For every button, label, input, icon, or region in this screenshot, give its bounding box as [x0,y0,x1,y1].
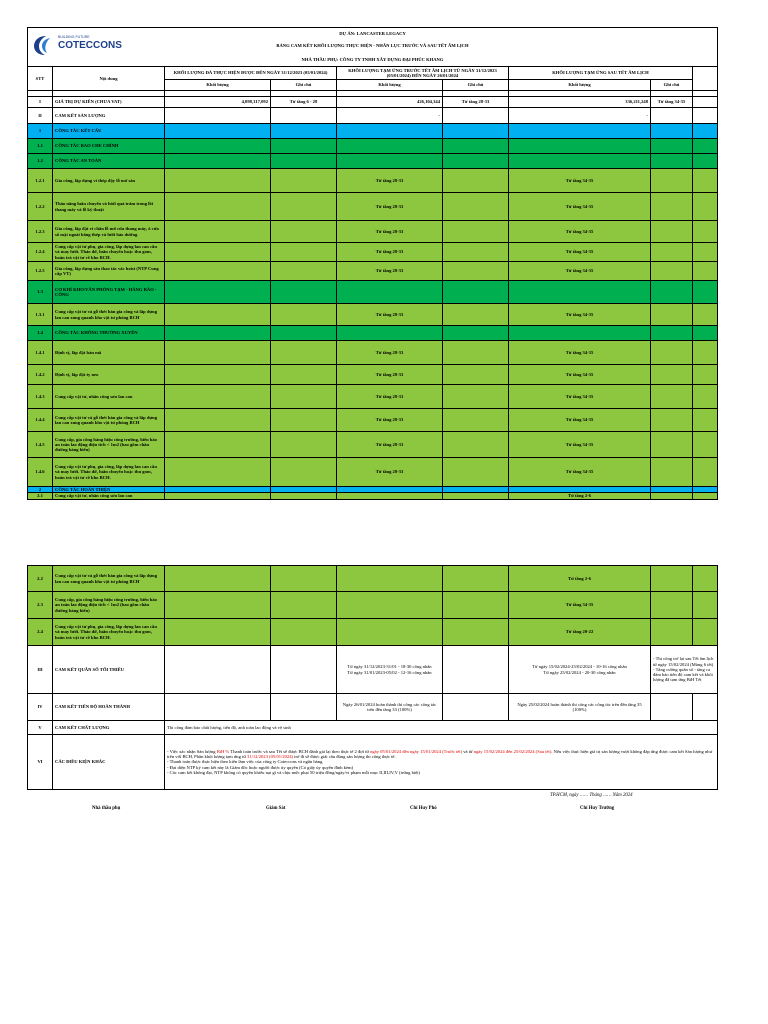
cell-n2 [443,365,509,385]
commit-manpower-before: Từ ngày 31/12/2023-31/01 - 18-30 công nhân Từ ngày 31/01/2023-05/02 - 12-16 công nhân [337,646,443,694]
cell-v2 [337,124,443,139]
cell-extra [693,458,718,487]
cell-n1 [271,108,337,124]
cell-n3 [651,432,693,458]
col-note-1: Ghi chú [271,80,337,91]
table-row [28,124,718,139]
cell-content: CƠ KHÍ KHO/VĂN PHÒNG TẠM - HÀNG RÀO - CỔNG [53,281,165,304]
table-row [28,341,718,365]
cell-v2: - [337,108,443,124]
cell-v1 [165,432,271,458]
commitment-table-part2 [27,565,718,790]
cell-n3 [651,458,693,487]
cell-v1 [165,409,271,432]
cell-v2: Từ tầng 28-33 [337,169,443,193]
table-row [28,566,718,592]
table-row [28,458,718,487]
cell-v1 [165,458,271,487]
cell-extra [693,341,718,365]
cell-empty [693,619,718,646]
cell-n1: Từ tầng 6 - 28 [271,97,337,108]
cell-v3: Từ tầng 2-6 [509,493,651,499]
cell-empty [165,592,271,619]
cell-stt: 1.2.2 [28,193,53,221]
cell-v3: Từ tầng 34-35 [509,592,651,619]
cell-n3 [651,262,693,281]
commit-manpower-note: - Thi công trở lại sau Tết âm lịch từ ngày 15/02/2024 (Mùng 6 tết) - Tăng cường quân số - tăng ca đảm bảo tiến độ cam kết và khối lượng đã tạm ứng BiH Tết [651,646,718,694]
cell-extra [693,262,718,281]
cell-n3 [651,341,693,365]
cell-n1 [271,365,337,385]
cell-v3: Từ tầng 34-35 [509,243,651,262]
cell-v3 [509,326,651,341]
cell-stt: 2.4 [28,619,53,646]
cell-content: Gia công, lắp dựng sàn thao tác vác hoist (NTP Cung cấp VT) [53,262,165,281]
cell-v3 [509,139,651,154]
cell-v3 [509,281,651,304]
cell-v2: 426,104,344 [337,97,443,108]
table-row [28,592,718,619]
cell-content: Cung cấp vật tư phụ, gia công, lắp dựng lan can cầu và may lưới. Tháo dỡ, luân chuyển hoặc thu gom, hoàn trả vật tư về kho BCH. [53,619,165,646]
cell-empty [271,566,337,592]
cell-stt: 1.2.5 [28,262,53,281]
cell-v1 [165,124,271,139]
table-row [28,243,718,262]
cell-stt: 2.3 [28,592,53,619]
cell-extra [693,326,718,341]
cell-n1 [271,385,337,409]
col-kl-2: Khối lượng [337,80,443,91]
cell-stt: 1.4.5 [28,432,53,458]
table-row [28,262,718,281]
cell-v2: Từ tầng 28-33 [337,385,443,409]
cell-extra [693,385,718,409]
sign-supervisor: Giám Sát [266,806,286,811]
cell-n2 [443,385,509,409]
table-body-2 [28,566,718,646]
cell-n2 [443,341,509,365]
cell-content: Định vị, lắp đặt bản mã [53,341,165,365]
cell-content: CÔNG TÁC AN TOÀN [53,154,165,169]
cell-empty [337,566,443,592]
cell-v3: Từ tầng 34-35 [509,262,651,281]
cell-v3: Từ tầng 2-6 [509,566,651,592]
cell-content: CÔNG TÁC BAO CHE CHÍNH [53,139,165,154]
cell-n3 [651,169,693,193]
table-row [28,139,718,154]
table-body-1 [28,97,718,500]
commit-progress-before: Ngày 26/01/2024 hoàn thành thi công các công tác trên đến tầng 33 (100%) [337,694,443,721]
cell-extra [693,365,718,385]
cell-n2 [443,243,509,262]
col-group-done: KHỐI LƯỢNG ĐÃ THỰC HIỆN ĐƯỢC ĐẾN NGÀY 31/12/2023 (05/01/2024) [165,67,337,80]
cell-empty [337,592,443,619]
condition-line-1: - Việc xác nhận Sản lượng BiH % Thanh toán trước và sau Tết sẽ được BCH đánh giá lại theo thực tế 2 đợt từ ngày 05/01/2024 đến ngày 15/01/2024 (Trước tết) và từ ngày 15/02/2024 đến 25/02/2024 (Sau tết). Nếu việc thực hiện giá trị sản lượng vượt không đáp ứng được cam kết Sản lượng như trên với BCH, Phần khối lượng tạm ứng từ 31/12/2023 (05/01/2024) trở đi sẽ được giải cầu đúng sản lượng thi công thực tế. [167,748,713,760]
other-conditions [165,735,718,790]
cell-n3 [651,365,693,385]
cell-stt: II [28,108,53,124]
row-content: CÁC ĐIỀU KIỆN KHÁC [53,735,165,790]
cell-v2 [337,493,443,499]
cell-v3: Từ tầng 34-35 [509,193,651,221]
cell-v1 [165,493,271,499]
cell-stt: I [28,97,53,108]
cell-extra [693,409,718,432]
cell-content: Cung cấp, gia công bảng hiệu công trường, biển báo an toàn lao động diện tích < 1m2 (bao gồm chân đường bảng biển) [53,432,165,458]
cell-n1 [271,304,337,326]
cell-n2 [443,262,509,281]
table-row [28,365,718,385]
cell-extra [693,304,718,326]
cell-empty [693,566,718,592]
cell-stt: 1.4.1 [28,341,53,365]
cell-v3: Từ tầng 34-35 [509,304,651,326]
cell-v2: Từ tầng 28-33 [337,409,443,432]
logo-tagline: BUILDING FUTURE [58,35,90,39]
table-row [28,432,718,458]
commit-quality-text: Thi công đảm bảo chất lượng, tiến độ, anh toàn lao động và vệ sinh [165,721,718,735]
row-stt: IV [28,694,53,721]
cell-v1 [165,262,271,281]
cell-content: GIÁ TRỊ DỰ KIẾN (CHƯA VAT) [53,97,165,108]
cell-empty [443,592,509,619]
cell-content: Tháo nâng luân chuyển và lưới quả trám trong lồi thang máy và lỗ kỹ thuật [53,193,165,221]
table-row [28,169,718,193]
sign-date: TP.HCM, ngày …… Tháng …… Năm 2024 [550,793,633,798]
cell-n3 [651,281,693,304]
cell-empty [651,619,693,646]
cell-n2 [443,154,509,169]
cell-n2 [443,124,509,139]
cell-n1 [271,326,337,341]
cell-n1 [271,262,337,281]
cell-v2: Từ tầng 28-33 [337,262,443,281]
cell-v3: 336,211,248 [509,97,651,108]
cell-n2 [443,193,509,221]
cell-n1 [271,243,337,262]
cell-content: Cung cấp vật tư, nhân công sơn lan can [53,385,165,409]
cell-v1 [165,154,271,169]
cell-n2 [443,169,509,193]
cell-v1: 4,098,317,092 [165,97,271,108]
cell-n2 [443,139,509,154]
cell-stt: 1.2.1 [28,169,53,193]
cell-v1 [165,341,271,365]
cell-v2 [337,139,443,154]
table-row [28,493,718,499]
cell-n1 [271,169,337,193]
cell-v3: Từ tầng 34-35 [509,169,651,193]
cell-n3 [651,385,693,409]
cell-n3 [651,221,693,243]
condition-line-4: - Các cam kết không đạt, NTP không có quyền khiếu nại gì và chịu mức phạt 50 triệu đồng/ngày/vi phạm mỗi mục II,III,IV,V (trừng biệt) [167,769,421,775]
condition-line-2: - Thanh toán được thực hiện theo kiến làm việc của công ty Coteccons và ngân hàng. [167,759,324,765]
cell-n3 [651,326,693,341]
cell-n2 [443,458,509,487]
row-stt: III [28,646,53,694]
cell-v1 [165,304,271,326]
cell-stt: 1 [28,124,53,139]
cell-v3 [509,124,651,139]
table-row [28,108,718,124]
row-stt: V [28,721,53,735]
cell-n1 [271,432,337,458]
cell-stt: 1.2 [28,154,53,169]
cell-n3 [651,124,693,139]
cell-v3: - [509,108,651,124]
commit-progress-after: Ngày 25/02/2024 hoàn thành thi công các công tác trên đến tầng 35 (100%) [509,694,651,721]
col-stt: STT [28,67,53,91]
cell-extra [693,154,718,169]
cell-v3: Từ tầng 34-35 [509,458,651,487]
cell-extra [693,97,718,108]
cell-n1 [271,221,337,243]
cell-empty [651,592,693,619]
cell-stt: 2 [28,487,53,493]
cell-n2 [443,493,509,499]
cell-v2: Từ tầng 28-33 [337,458,443,487]
col-group-after-tet: KHỐI LƯỢNG TẠM ỨNG SAU TẾT ÂM LỊCH [509,67,693,80]
col-note-3: Ghi chú [651,80,693,91]
cell-n2 [443,304,509,326]
cell-v1 [165,385,271,409]
cell-v1 [165,326,271,341]
table-row [28,154,718,169]
cell-content: Cung cấp vật tư phụ, gia công, lắp dựng lan can cầu và may lưới. Tháo dỡ, luân chuyển hoặc thu gom, hoàn trả vật tư về kho BCH. [53,243,165,262]
cell-n3 [651,409,693,432]
cell-v2 [337,281,443,304]
cell-v2 [337,154,443,169]
cell-extra [693,124,718,139]
cell-n2: Từ tầng 28-33 [443,97,509,108]
col-content: Nội dung [53,67,165,91]
cell-v1 [165,169,271,193]
cell-n3 [651,108,693,124]
cell-v2: Từ tầng 28-33 [337,304,443,326]
cell-stt: 1.4.6 [28,458,53,487]
table-row [28,409,718,432]
commitment-table-part1 [27,27,718,500]
cell-n2 [443,409,509,432]
col-group-before-tet: KHỐI LƯỢNG TẠM ỨNG TRƯỚC TẾT ÂM LỊCH TỪ NGÀY 31/12/2023 (05/01/2024) ĐẾN NGÀY 26/01/2024 [337,67,509,80]
cell-empty [693,592,718,619]
table-row [28,193,718,221]
cell-n3 [651,139,693,154]
cell-n2 [443,281,509,304]
cell-v1 [165,365,271,385]
sign-deputy-commander: Chỉ Huy Phó [410,806,437,811]
cell-n1 [271,409,337,432]
project-title: DỰ ÁN: LANCASTER LEGACY [28,28,718,40]
table-row [28,281,718,304]
cell-v3: Từ tầng 34-35 [509,365,651,385]
cell-n2 [443,432,509,458]
cell-stt: 2.1 [28,493,53,499]
cell-n3 [651,154,693,169]
cell-v2: Từ tầng 28-33 [337,221,443,243]
table-row [28,619,718,646]
cell-extra [693,432,718,458]
cell-stt: 1.3 [28,281,53,304]
table-row [28,385,718,409]
logo-text: COTECCONS [58,40,122,51]
cell-n1 [271,458,337,487]
cell-empty [337,619,443,646]
cell-n3: Từ tầng 34-35 [651,97,693,108]
cell-n1 [271,124,337,139]
row-content: CAM KẾT TIẾN ĐỘ HOÀN THÀNH [53,694,165,721]
cell-content: Gia công, lắp đặt vỉ chắn lỗ mở cửa thang máy, ô cửa số mặt ngoài bằng thép và lưới bảo dưỡng [53,221,165,243]
cell-empty [651,566,693,592]
cell-v1 [165,221,271,243]
cell-v1 [165,243,271,262]
row-content: CAM KẾT CHẤT LƯỢNG [53,721,165,735]
cell-v3: Từ tầng 34-35 [509,409,651,432]
cell-v3: Từ tầng 34-35 [509,385,651,409]
cell-empty [271,619,337,646]
cell-extra [693,139,718,154]
cell-v2: Từ tầng 28-33 [337,341,443,365]
cell-extra [693,243,718,262]
table-row [28,221,718,243]
cell-extra [693,493,718,499]
cell-content: Cung cấp vật tư, nhân công sơn lan can [53,493,165,499]
cell-stt: 1.4 [28,326,53,341]
cell-v3: Từ tầng 34-35 [509,341,651,365]
cell-content: Cung cấp vật tư và gỗ thét hàn gia công và lắp dựng lan can xung quanh kho vật tư phòng BCH [53,409,165,432]
cell-n3 [651,304,693,326]
cell-n3 [651,243,693,262]
cell-v2: Từ tầng 28-33 [337,432,443,458]
cell-extra [693,221,718,243]
cell-stt: 1.4.2 [28,365,53,385]
cell-stt: 1.4.4 [28,409,53,432]
cell-n3 [651,493,693,499]
cell-n2 [443,221,509,243]
row-stt: VI [28,735,53,790]
cell-extra [693,193,718,221]
table-row [28,304,718,326]
cell-content: Cung cấp vật tư và gỗ thét hàn gia công và lắp dựng lan can xung quanh kho vật tư phòng BCH [53,566,165,592]
cell-n1 [271,139,337,154]
cell-v3 [509,154,651,169]
cell-stt: 1.4.3 [28,385,53,409]
cell-stt: 1.2.3 [28,221,53,243]
cell-n1 [271,154,337,169]
cell-content: Cung cấp vật tư và gỗ thét hàn gia công và lắp dựng lan can xung quanh kho vật tư phòng BCH [53,304,165,326]
cell-content: Cung cấp, gia công bảng hiệu công trường, biển báo an toàn lao động diện tích < 1m2 (bao gồm chân đường bảng biển) [53,592,165,619]
row-content: CAM KẾT QUÂN SỐ TỐI THIỂU [53,646,165,694]
cell-n2 [443,326,509,341]
cell-empty [165,566,271,592]
cell-content: CÔNG TÁC KẾT CẤU [53,124,165,139]
cell-v2: Từ tầng 28-33 [337,243,443,262]
cell-n1 [271,281,337,304]
sign-commander: Chỉ Huy Trưởng [580,806,615,811]
document-title: BẢNG CAM KẾT KHỐI LƯỢNG THỰC HIỆN - NHÂN LỰC TRƯỚC VÀ SAU TẾT ÂM LỊCH [28,40,718,53]
cell-n1 [271,193,337,221]
cell-empty [443,619,509,646]
cell-v1 [165,193,271,221]
cell-empty [271,592,337,619]
cell-content: CAM KẾT SẢN LƯỢNG [53,108,165,124]
condition-line-3: - Đại diện NTP ký cam kết này là Giám đốc hoặc người được ủy quyền (Có giấy ủy quyền đính kèm) [167,764,354,770]
table-row [28,326,718,341]
cell-v2 [337,326,443,341]
cell-extra [693,108,718,124]
cell-extra [693,281,718,304]
table-row [28,97,718,108]
cell-stt: 1.1 [28,139,53,154]
cell-v3: Từ tầng 34-35 [509,432,651,458]
cell-n1 [271,341,337,365]
cell-stt: 2.2 [28,566,53,592]
cell-n1 [271,493,337,499]
cell-empty [165,619,271,646]
cell-v2: Từ tầng 28-33 [337,365,443,385]
cell-content: CÔNG TÁC HOÀN THIỆN [53,487,165,493]
sign-subcontractor: Nhà thầu phụ [92,806,121,811]
cell-v2: Từ tầng 28-33 [337,193,443,221]
contractor-name: NHÀ THẦU PHỤ: CÔNG TY TNHH XÂY DỰNG ĐẠI PHÚC KHANG [28,53,718,67]
cell-stt: 1.2.4 [28,243,53,262]
cell-empty [443,566,509,592]
col-note-2: Ghi chú [443,80,509,91]
commit-manpower-after: Từ ngày 15/02/2024-25/02/2024 - 10-16 công nhân Từ ngày 25/02/2024 - 20-30 công nhân [509,646,651,694]
col-kl-1: Khối lượng [165,80,271,91]
cell-v3: Từ tầng 20-22 [509,619,651,646]
cell-v1 [165,139,271,154]
cell-content: Cung cấp vật tư phụ, gia công, lắp dựng lan can cầu và may lưới. Tháo dỡ, luân chuyển hoặc thu gom, hoàn trả vật tư về kho BCH. [53,458,165,487]
cell-content: Định vị, lắp đặt ty neo [53,365,165,385]
cell-extra [693,169,718,193]
cell-content: Gia công, lắp dựng vỉ thép đậy lỗ mở sàn [53,169,165,193]
col-kl-3: Khối lượng [509,80,651,91]
cell-n2 [443,108,509,124]
cell-n3 [651,193,693,221]
cell-v1 [165,108,271,124]
cell-v1 [165,281,271,304]
cell-v3: Từ tầng 34-35 [509,221,651,243]
cell-content: CÔNG TÁC KHÔNG THƯỜNG XUYÊN [53,326,165,341]
cell-stt: 1.3.1 [28,304,53,326]
